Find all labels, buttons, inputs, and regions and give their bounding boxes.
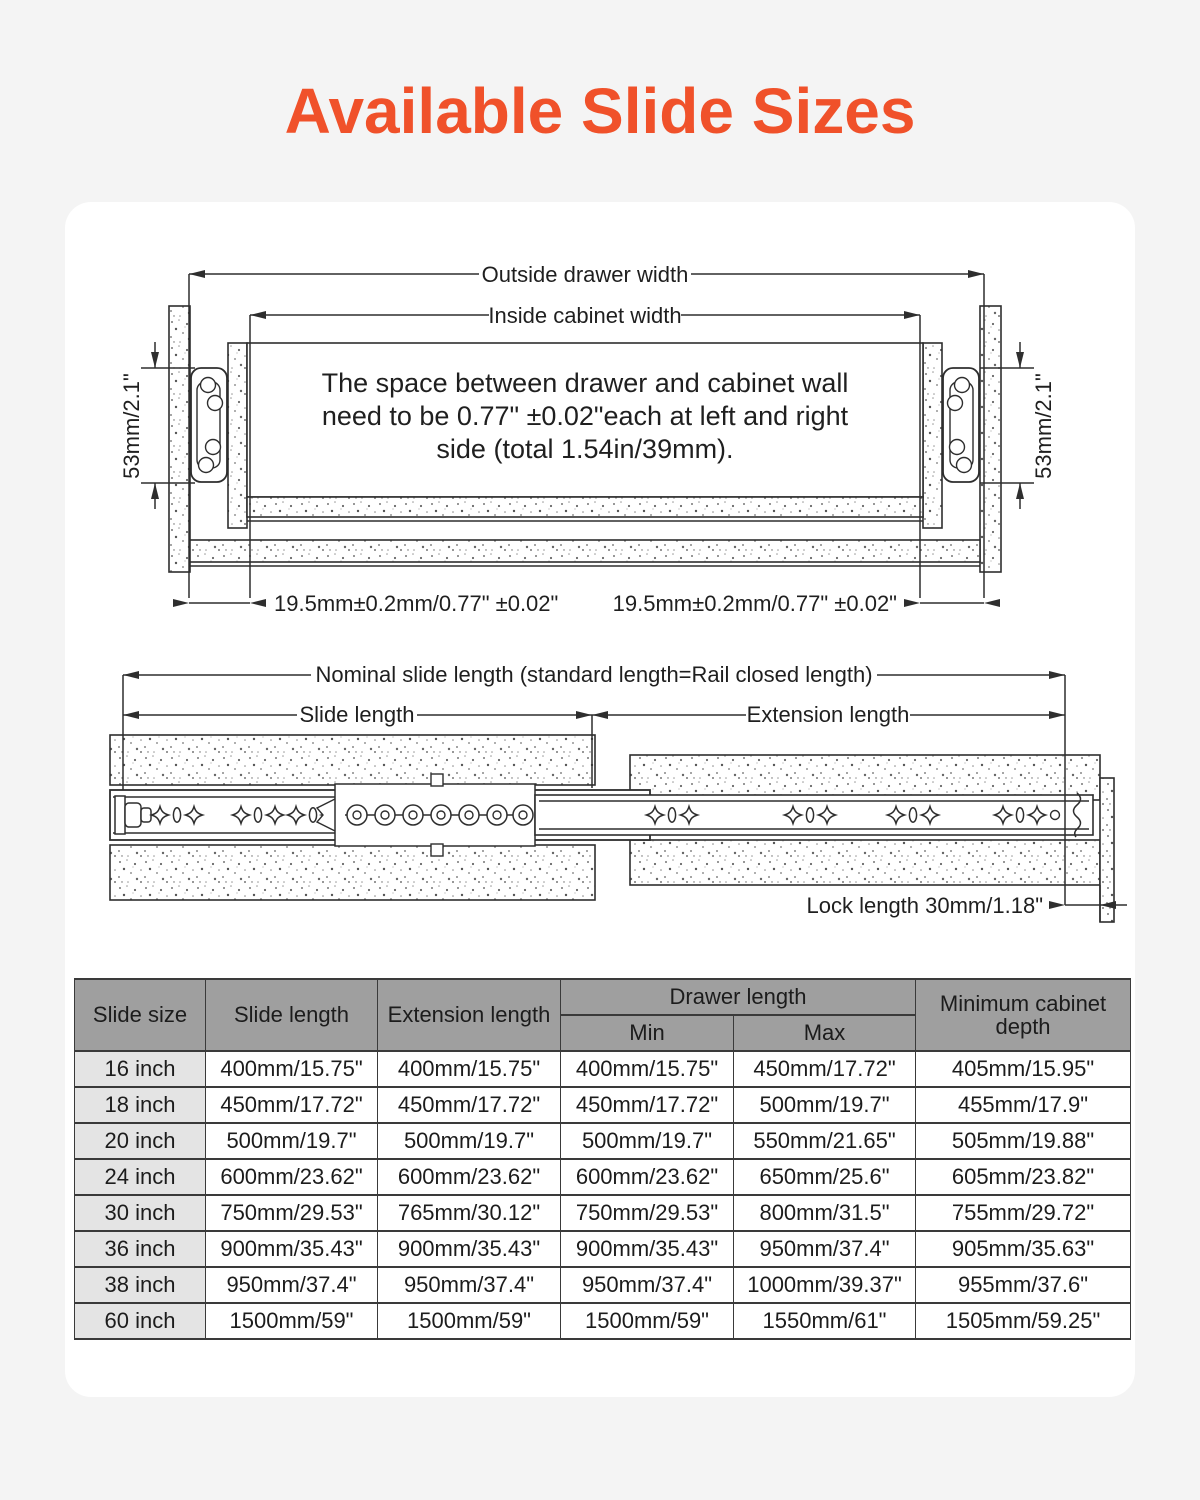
cell-min-depth: 505mm/19.88" [916, 1123, 1131, 1159]
table-row [75, 1231, 1131, 1267]
cell-slide-size: 16 inch [75, 1051, 206, 1087]
gap-label-left: 19.5mm±0.2mm/0.77" ±0.02" [274, 591, 559, 616]
cell-slide-size: 60 inch [75, 1303, 206, 1339]
cell-slide-size: 20 inch [75, 1123, 206, 1159]
page-title: Available Slide Sizes [284, 75, 916, 147]
drawer-cross-section-diagram [65, 240, 1135, 640]
cell-min-depth: 955mm/37.6" [916, 1267, 1131, 1303]
table-row [75, 1195, 1131, 1231]
cell-slide-length: 900mm/35.43" [206, 1231, 378, 1267]
slide-length-label: Slide length [299, 702, 415, 727]
side-height-label-right: 53mm/2.1" [1031, 373, 1056, 479]
content-card [65, 202, 1135, 1397]
table-row [75, 1051, 1131, 1087]
cell-min-depth: 905mm/35.63" [916, 1231, 1131, 1267]
table-row [75, 1267, 1131, 1303]
cell-slide-length: 450mm/17.72" [206, 1087, 378, 1123]
cell-drawer-min: 600mm/23.62" [561, 1159, 734, 1195]
cell-drawer-max: 500mm/19.7" [734, 1087, 916, 1123]
rail-front-bracket [115, 796, 125, 834]
table-row [75, 1159, 1131, 1195]
drawer-bottom-board [247, 497, 923, 517]
cell-min-depth: 755mm/29.72" [916, 1195, 1131, 1231]
drawer-member-top [110, 735, 595, 785]
cabinet-wall-right [980, 306, 1001, 572]
nominal-slide-length-label: Nominal slide length (standard length=Rail closed length) [315, 662, 873, 687]
drawer-member-bottom [110, 845, 595, 900]
gap-label-right: 19.5mm±0.2mm/0.77" ±0.02" [612, 591, 897, 616]
cell-slide-length: 600mm/23.62" [206, 1159, 378, 1195]
cell-drawer-max: 1000mm/39.37" [734, 1267, 916, 1303]
cell-drawer-min: 450mm/17.72" [561, 1087, 734, 1123]
header-extension-length: Extension length [378, 979, 561, 1051]
screw-hole-group [995, 807, 1046, 824]
cell-drawer-max: 650mm/25.6" [734, 1159, 916, 1195]
slide-size-table [74, 978, 1131, 1340]
cell-drawer-max: 450mm/17.72" [734, 1051, 916, 1087]
cell-drawer-min: 750mm/29.53" [561, 1195, 734, 1231]
header-min: Min [561, 1015, 734, 1051]
cabinet-member-top [630, 755, 1100, 800]
cell-slide-length: 950mm/37.4" [206, 1267, 378, 1303]
inside-cabinet-width-label: Inside cabinet width [488, 303, 682, 328]
cell-drawer-min: 950mm/37.4" [561, 1267, 734, 1303]
screw-hole-group [888, 807, 939, 824]
header-min-cabinet-depth: Minimum cabinet depth [916, 979, 1131, 1051]
cell-slide-size: 18 inch [75, 1087, 206, 1123]
cell-drawer-max: 550mm/21.65" [734, 1123, 916, 1159]
side-height-label-left: 53mm/2.1" [119, 373, 144, 479]
cell-min-depth: 1505mm/59.25" [916, 1303, 1131, 1339]
size-table-wrapper [74, 978, 1130, 1340]
cell-slide-length: 750mm/29.53" [206, 1195, 378, 1231]
header-drawer-length: Drawer length [561, 979, 916, 1015]
cell-extension-length: 950mm/37.4" [378, 1267, 561, 1303]
slide-profile-left [191, 368, 227, 482]
slide-length-diagram [65, 650, 1135, 945]
cell-min-depth: 455mm/17.9" [916, 1087, 1131, 1123]
space-note-line3: side (total 1.54in/39mm). [436, 434, 734, 464]
cell-extension-length: 1500mm/59" [378, 1303, 561, 1339]
cell-drawer-min: 900mm/35.43" [561, 1231, 734, 1267]
cell-drawer-max: 950mm/37.4" [734, 1231, 916, 1267]
screw-hole-group [233, 807, 284, 824]
cell-drawer-max: 800mm/31.5" [734, 1195, 916, 1231]
cabinet-back-wall [1100, 778, 1114, 922]
cell-min-depth: 405mm/15.95" [916, 1051, 1131, 1087]
table-row [75, 1123, 1131, 1159]
cell-drawer-min: 1500mm/59" [561, 1303, 734, 1339]
lock-length-label: Lock length 30mm/1.18" [806, 893, 1043, 918]
drawer-wall-right [923, 343, 942, 528]
table-header-row [75, 979, 1131, 1015]
cell-extension-length: 765mm/30.12" [378, 1195, 561, 1231]
cell-slide-size: 30 inch [75, 1195, 206, 1231]
screw-hole-group [785, 807, 836, 824]
screw-hole-group [647, 807, 698, 824]
cell-drawer-min: 500mm/19.7" [561, 1123, 734, 1159]
space-note-line2: need to be 0.77" ±0.02"each at left and right [321, 401, 849, 431]
space-note-line1: The space between drawer and cabinet wall [321, 368, 849, 398]
screw-hole-group [152, 807, 203, 824]
cell-min-depth: 605mm/23.82" [916, 1159, 1131, 1195]
table-row [75, 1087, 1131, 1123]
cell-extension-length: 500mm/19.7" [378, 1123, 561, 1159]
header-slide-length: Slide length [206, 979, 378, 1051]
cell-slide-size: 38 inch [75, 1267, 206, 1303]
cell-drawer-min: 400mm/15.75" [561, 1051, 734, 1087]
header-max: Max [734, 1015, 916, 1051]
drawer-wall-left [228, 343, 247, 528]
cell-slide-length: 400mm/15.75" [206, 1051, 378, 1087]
cabinet-wall-left [169, 306, 190, 572]
extension-length-label: Extension length [746, 702, 910, 727]
cell-extension-length: 900mm/35.43" [378, 1231, 561, 1267]
slide-profile-right [943, 368, 979, 482]
cell-slide-size: 36 inch [75, 1231, 206, 1267]
cell-slide-size: 24 inch [75, 1159, 206, 1195]
table-row [75, 1303, 1131, 1339]
cell-extension-length: 600mm/23.62" [378, 1159, 561, 1195]
cell-slide-length: 1500mm/59" [206, 1303, 378, 1339]
cell-drawer-max: 1550mm/61" [734, 1303, 916, 1339]
cabinet-bottom-board [190, 540, 980, 562]
cabinet-member-bottom [630, 840, 1100, 885]
cell-extension-length: 450mm/17.72" [378, 1087, 561, 1123]
cell-extension-length: 400mm/15.75" [378, 1051, 561, 1087]
header-slide-size: Slide size [75, 979, 206, 1051]
outside-drawer-width-label: Outside drawer width [481, 262, 689, 287]
cell-slide-length: 500mm/19.7" [206, 1123, 378, 1159]
